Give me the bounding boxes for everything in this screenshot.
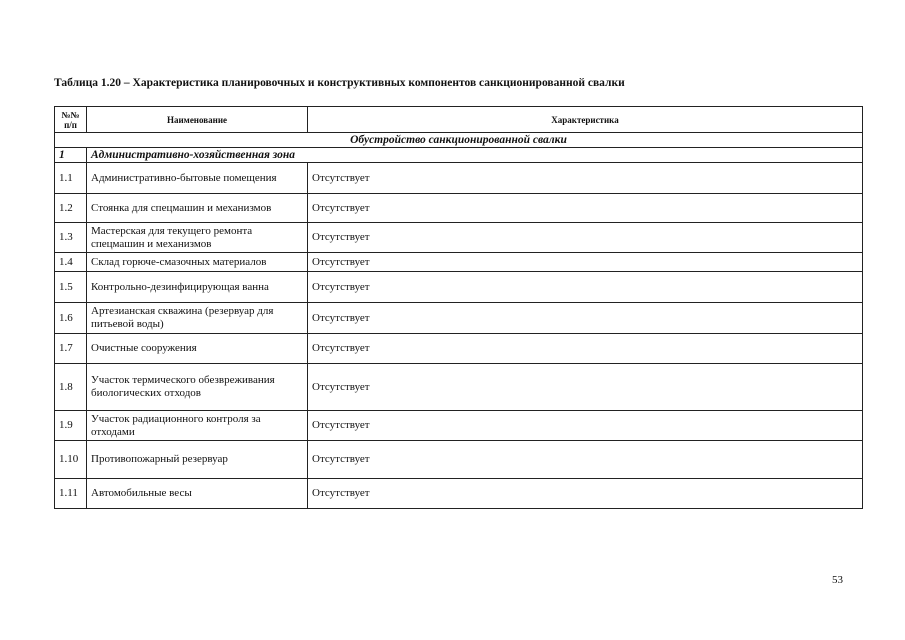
table-row xyxy=(55,253,863,272)
row-value: Отсутствует xyxy=(308,253,863,272)
table-caption: Таблица 1.20 – Характеристика планировочных и конструктивных компонентов санкционированной свалки xyxy=(54,77,625,89)
row-num: 1.7 xyxy=(55,334,87,364)
row-value: Отсутствует xyxy=(308,411,863,441)
header-name: Наименование xyxy=(87,107,308,133)
table-row xyxy=(55,479,863,509)
page-number: 53 xyxy=(832,574,843,586)
row-value: Отсутствует xyxy=(308,479,863,509)
row-num: 1.3 xyxy=(55,223,87,253)
row-name: Мастерская для текущего ремонта спецмашин и механизмов xyxy=(87,223,308,253)
row-value: Отсутствует xyxy=(308,223,863,253)
row-value: Отсутствует xyxy=(308,364,863,411)
row-name: Очистные сооружения xyxy=(87,334,308,364)
group-num: 1 xyxy=(55,148,87,163)
row-name: Участок термического обезвреживания биологических отходов xyxy=(87,364,308,411)
table-header-row xyxy=(55,107,863,133)
table-row xyxy=(55,303,863,334)
table-row xyxy=(55,163,863,194)
table-row xyxy=(55,194,863,223)
header-characteristic: Характеристика xyxy=(308,107,863,133)
components-table xyxy=(54,106,863,509)
row-num: 1.2 xyxy=(55,194,87,223)
section-title: Обустройство санкционированной свалки xyxy=(55,133,863,148)
table-row xyxy=(55,334,863,364)
row-name: Стоянка для спецмашин и механизмов xyxy=(87,194,308,223)
row-num: 1.5 xyxy=(55,272,87,303)
row-name: Автомобильные весы xyxy=(87,479,308,509)
row-name: Противопожарный резервуар xyxy=(87,441,308,479)
row-name: Участок радиационного контроля за отходами xyxy=(87,411,308,441)
table-row xyxy=(55,441,863,479)
row-value: Отсутствует xyxy=(308,334,863,364)
table-row xyxy=(55,272,863,303)
section-row xyxy=(55,133,863,148)
header-num: №№ п/п xyxy=(55,107,87,133)
row-value: Отсутствует xyxy=(308,303,863,334)
row-num: 1.1 xyxy=(55,163,87,194)
row-value: Отсутствует xyxy=(308,163,863,194)
row-num: 1.10 xyxy=(55,441,87,479)
row-num: 1.11 xyxy=(55,479,87,509)
table-row xyxy=(55,411,863,441)
row-value: Отсутствует xyxy=(308,194,863,223)
row-num: 1.8 xyxy=(55,364,87,411)
row-value: Отсутствует xyxy=(308,441,863,479)
row-num: 1.6 xyxy=(55,303,87,334)
table-row xyxy=(55,364,863,411)
table-row xyxy=(55,223,863,253)
row-name: Склад горюче-смазочных материалов xyxy=(87,253,308,272)
row-name: Контрольно-дезинфицирующая ванна xyxy=(87,272,308,303)
group-row xyxy=(55,148,863,163)
row-num: 1.4 xyxy=(55,253,87,272)
row-name: Административно-бытовые помещения xyxy=(87,163,308,194)
row-name: Артезианская скважина (резервуар для питьевой воды) xyxy=(87,303,308,334)
group-label: Административно-хозяйственная зона xyxy=(87,148,863,163)
row-value: Отсутствует xyxy=(308,272,863,303)
row-num: 1.9 xyxy=(55,411,87,441)
